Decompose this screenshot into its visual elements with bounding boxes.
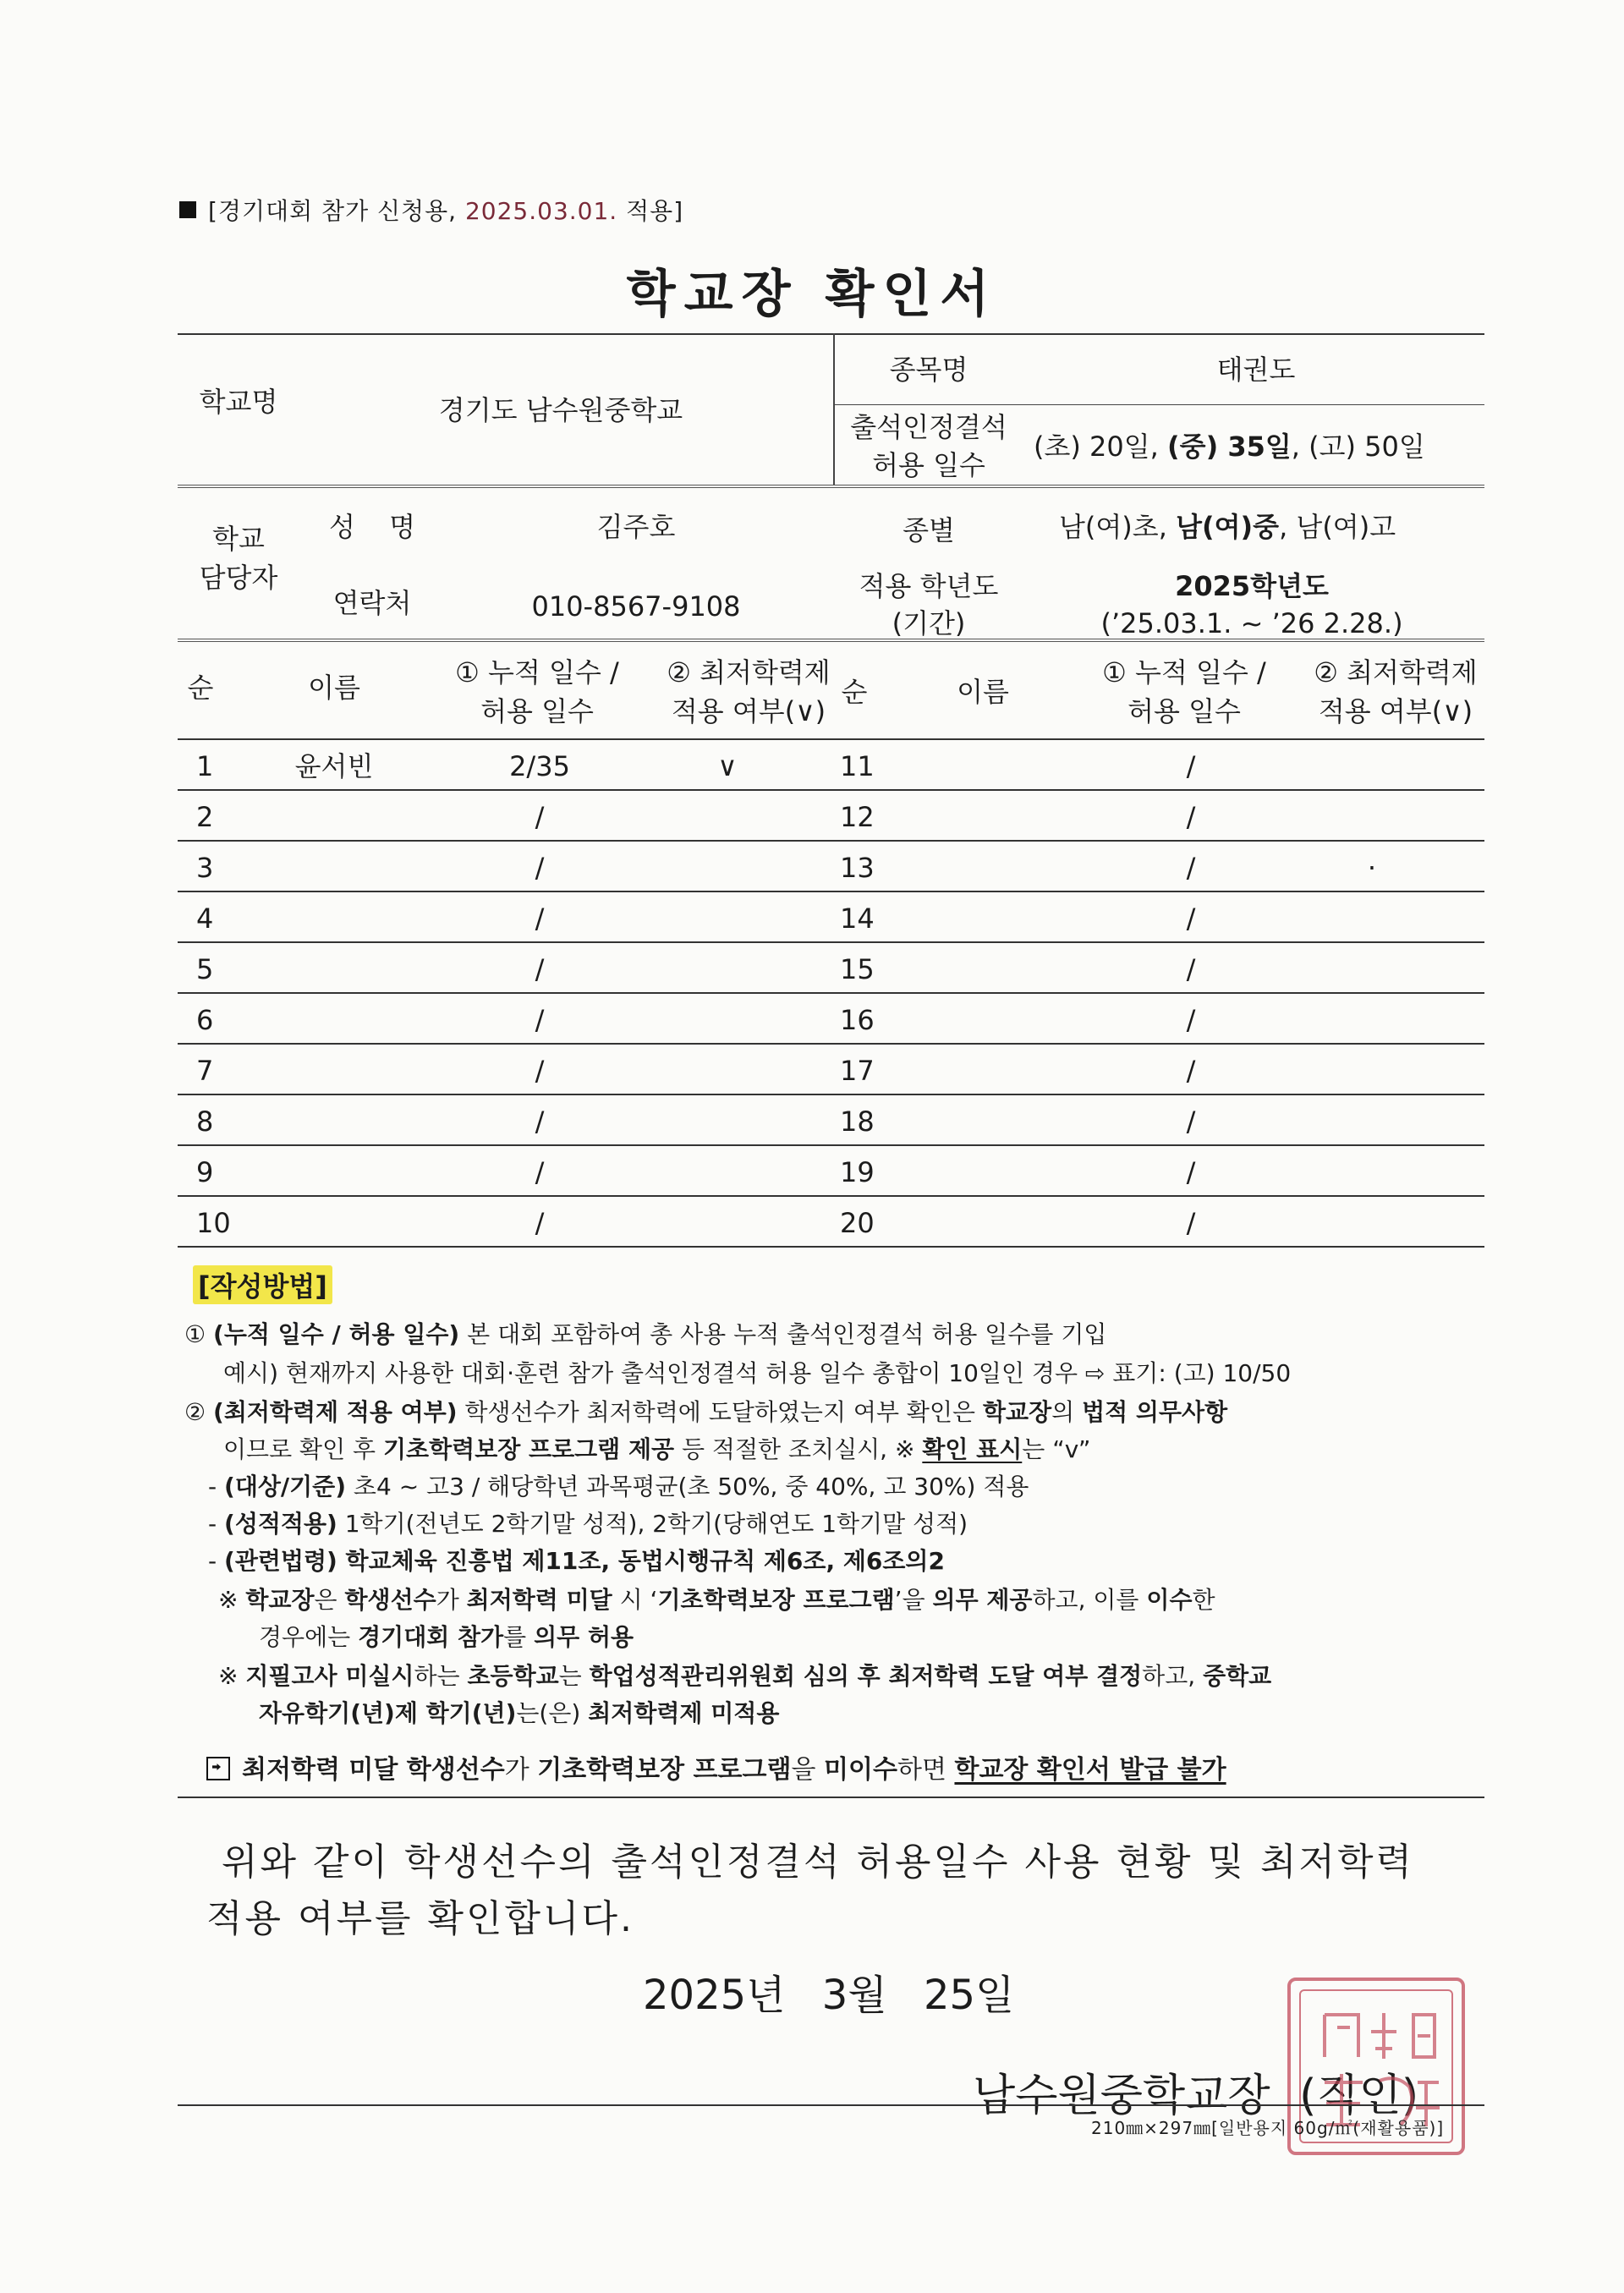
col-min-right-1: ② 최저학력제 [1314, 656, 1478, 688]
gender-value [1059, 507, 1396, 546]
divider-vertical-top [833, 333, 835, 485]
doc-tag-prefix: [경기대회 참가 신청용, [208, 197, 458, 225]
table-row-divider [178, 789, 1484, 791]
row-number: 15 [840, 953, 875, 985]
row-number: 13 [840, 852, 875, 884]
year-label-1: 적용 학년도 [859, 570, 999, 602]
days-used: / [535, 801, 545, 833]
signature-date: 2025년 3월 25일 [643, 1972, 1015, 2019]
table-top-border [178, 333, 1484, 335]
bottom-border [178, 2104, 1484, 2106]
col-days-right-2: 허용 일수 [1127, 695, 1241, 727]
instruction-line-8: ※ 학교장은 학생선수가 최저학력 미달 시 ‘기초학력보장 프로그램’을 의무 제공하고, 이를 이수한 [218, 1586, 1215, 1614]
row-number: 10 [196, 1207, 231, 1239]
col-min-left-1: ② 최저학력제 [667, 656, 831, 688]
row-number: 11 [840, 750, 875, 782]
col-name-left: 이름 [308, 672, 360, 704]
days-used: / [1186, 1105, 1196, 1138]
days-used: / [1186, 953, 1196, 985]
row-number: 16 [840, 1004, 875, 1036]
days-used: 2/35 [509, 750, 570, 782]
instruction-line-7: - (관련법령) 학교체육 진흥법 제11조, 동법시행규칙 제6조, 제6조의2 [208, 1547, 945, 1575]
row-number: 19 [840, 1156, 875, 1188]
paper-size-note: 210㎜×297㎜[일반용지 60g/㎡(재활용품)] [1091, 2118, 1445, 2138]
table-row-divider [178, 1195, 1484, 1197]
instruction-line-2: 예시) 현재까지 사용한 대회·훈련 참가 출석인정결석 허용 일수 총합이 10일인 경우 ⇨ 표기: (고) 10/50 [223, 1359, 1292, 1387]
student-name: 윤서빈 [294, 750, 374, 782]
min-achievement-check: · [1367, 852, 1377, 884]
contact-label: 연락처 [332, 587, 412, 619]
row-number: 2 [196, 801, 214, 833]
signer-school: 남수원중학교장 [973, 2071, 1270, 2121]
row-number: 14 [840, 902, 875, 935]
col-no-left: 순 [187, 672, 214, 704]
col-no-right: 순 [841, 676, 868, 708]
days-used: / [535, 953, 545, 985]
min-achievement-check: ∨ [717, 750, 738, 782]
name-value: 김주호 [596, 511, 676, 543]
divider-event [833, 404, 1484, 405]
instruction-line-10: ※ 지필고사 미실시하는 초등학교는 학업성적관리위원회 심의 후 최저학력 도달 여부 결정하고, 중학교 [218, 1662, 1272, 1690]
contact-value: 010-8567-9108 [531, 590, 741, 623]
row-number: 8 [196, 1105, 214, 1138]
instruction-line-5: - (대상/기준) 초4 ~ 고3 / 해당학년 과목평균(초 50%, 중 40%, 고 30%) 적용 [208, 1473, 1029, 1500]
manager-label-2: 담당자 [199, 562, 278, 594]
gender-high: , 남(여)고 [1279, 511, 1396, 543]
table-row-divider [178, 1144, 1484, 1146]
gender-middle: 남(여)중 [1176, 511, 1280, 543]
page-title: 학교장 확인서 [626, 265, 998, 324]
doc-tag [179, 193, 683, 227]
col-days-right-1: ① 누적 일수 / [1102, 656, 1266, 688]
school-label: 학교명 [199, 386, 278, 418]
row-number: 17 [840, 1055, 875, 1087]
doc-tag-date: 2025.03.01. [464, 197, 618, 225]
instruction-line-12: 최저학력 미달 학생선수가 기초학력보장 프로그램을 미이수하면 학교장 확인서 발급 불가 [206, 1753, 1226, 1788]
absence-high: , (고) 50일 [1291, 431, 1425, 463]
bullet-square-icon [179, 201, 196, 218]
col-min-right-2: 적용 여부(∨) [1318, 695, 1473, 727]
confirmation-line-2: 적용 여부를 확인합니다. [206, 1897, 634, 1940]
days-used: / [535, 1105, 545, 1138]
instruction-line-1: ① (누적 일수 / 허용 일수) 본 대회 포함하여 총 사용 누적 출석인정결석 허용 일수를 기입 [184, 1320, 1107, 1348]
instructions-title: [작성방법] [193, 1265, 332, 1304]
row-number: 7 [196, 1055, 214, 1087]
days-used: / [535, 902, 545, 935]
table-row-divider [178, 992, 1484, 994]
school-name: 경기도 남수원중학교 [438, 394, 683, 426]
days-used: / [1186, 1156, 1196, 1188]
absence-elementary: (초) 20일, [1034, 431, 1159, 463]
days-used: / [1186, 902, 1196, 935]
days-used: / [535, 1207, 545, 1239]
days-used: / [1186, 1055, 1196, 1087]
confirmation-line-1: 위와 같이 학생선수의 출석인정결석 허용일수 사용 현황 및 최저학력 [222, 1840, 1414, 1884]
row-number: 12 [840, 801, 875, 833]
col-name-right: 이름 [957, 676, 1009, 708]
row-number: 18 [840, 1105, 875, 1138]
row-number: 9 [196, 1156, 214, 1188]
instruction-line-6: - (성적적용) 1학기(전년도 2학기말 성적), 2학기(당해연도 1학기말 성적) [208, 1510, 968, 1538]
days-used: / [1186, 1004, 1196, 1036]
arrow-box-icon [206, 1757, 230, 1780]
confirmation-top-border [178, 1797, 1484, 1798]
days-used: / [1186, 750, 1196, 782]
table-row-divider [178, 840, 1484, 842]
row-number: 3 [196, 852, 214, 884]
col-min-left-2: 적용 여부(∨) [671, 695, 826, 727]
row-number: 20 [840, 1207, 875, 1239]
table-row-divider [178, 891, 1484, 892]
divider-school [178, 485, 1484, 488]
table-row-divider [178, 1246, 1484, 1248]
row-number: 1 [196, 750, 214, 782]
absence-label-2: 허용 일수 [872, 449, 985, 481]
days-used: / [535, 1156, 545, 1188]
absence-middle: (중) 35일 [1167, 431, 1292, 463]
year-value-2: (’25.03.1. ~ ’26 2.28.) [1100, 607, 1403, 639]
year-value-1: 2025학년도 [1175, 570, 1329, 602]
event-value: 태권도 [1216, 354, 1296, 386]
col-days-left-1: ① 누적 일수 / [455, 656, 619, 688]
table-header-bottom [178, 738, 1484, 740]
instruction-line-3: ② (최저학력제 적용 여부) 학생선수가 최저학력에 도달하였는지 여부 확인은 학교장의 법적 의무사항 [184, 1398, 1228, 1426]
days-used: / [1186, 852, 1196, 884]
doc-tag-suffix: 적용] [626, 197, 684, 225]
name-label: 성 명 [329, 511, 415, 543]
year-label-2: (기간) [892, 607, 966, 639]
seal-label: (직인) [1299, 2071, 1419, 2121]
manager-label-1: 학교 [212, 523, 265, 555]
days-used: / [535, 1004, 545, 1036]
days-used: / [535, 1055, 545, 1087]
table-row-divider [178, 1094, 1484, 1095]
instruction-line-11: 자유학기(년)제 학기(년)는(은) 최저학력제 미적용 [259, 1699, 780, 1727]
col-days-left-2: 허용 일수 [480, 695, 594, 727]
row-number: 4 [196, 902, 214, 935]
row-number: 5 [196, 953, 214, 985]
absence-label-1: 출석인정결석 [850, 411, 1007, 443]
table-row-divider [178, 1043, 1484, 1045]
gender-elementary: 남(여)초, [1059, 511, 1167, 543]
days-used: / [1186, 1207, 1196, 1239]
gender-label: 종별 [903, 514, 955, 546]
days-used: / [1186, 801, 1196, 833]
absence-value [1034, 427, 1425, 466]
instruction-line-4: 이므로 확인 후 기초학력보장 프로그램 제공 등 적절한 조치실시, ※ 확인 표시는 “v” [223, 1435, 1091, 1463]
row-number: 6 [196, 1004, 214, 1036]
days-used: / [535, 852, 545, 884]
event-label: 종목명 [889, 354, 968, 386]
table-row-divider [178, 941, 1484, 943]
instruction-line-9: 경우에는 경기대회 참가를 의무 허용 [259, 1623, 634, 1651]
